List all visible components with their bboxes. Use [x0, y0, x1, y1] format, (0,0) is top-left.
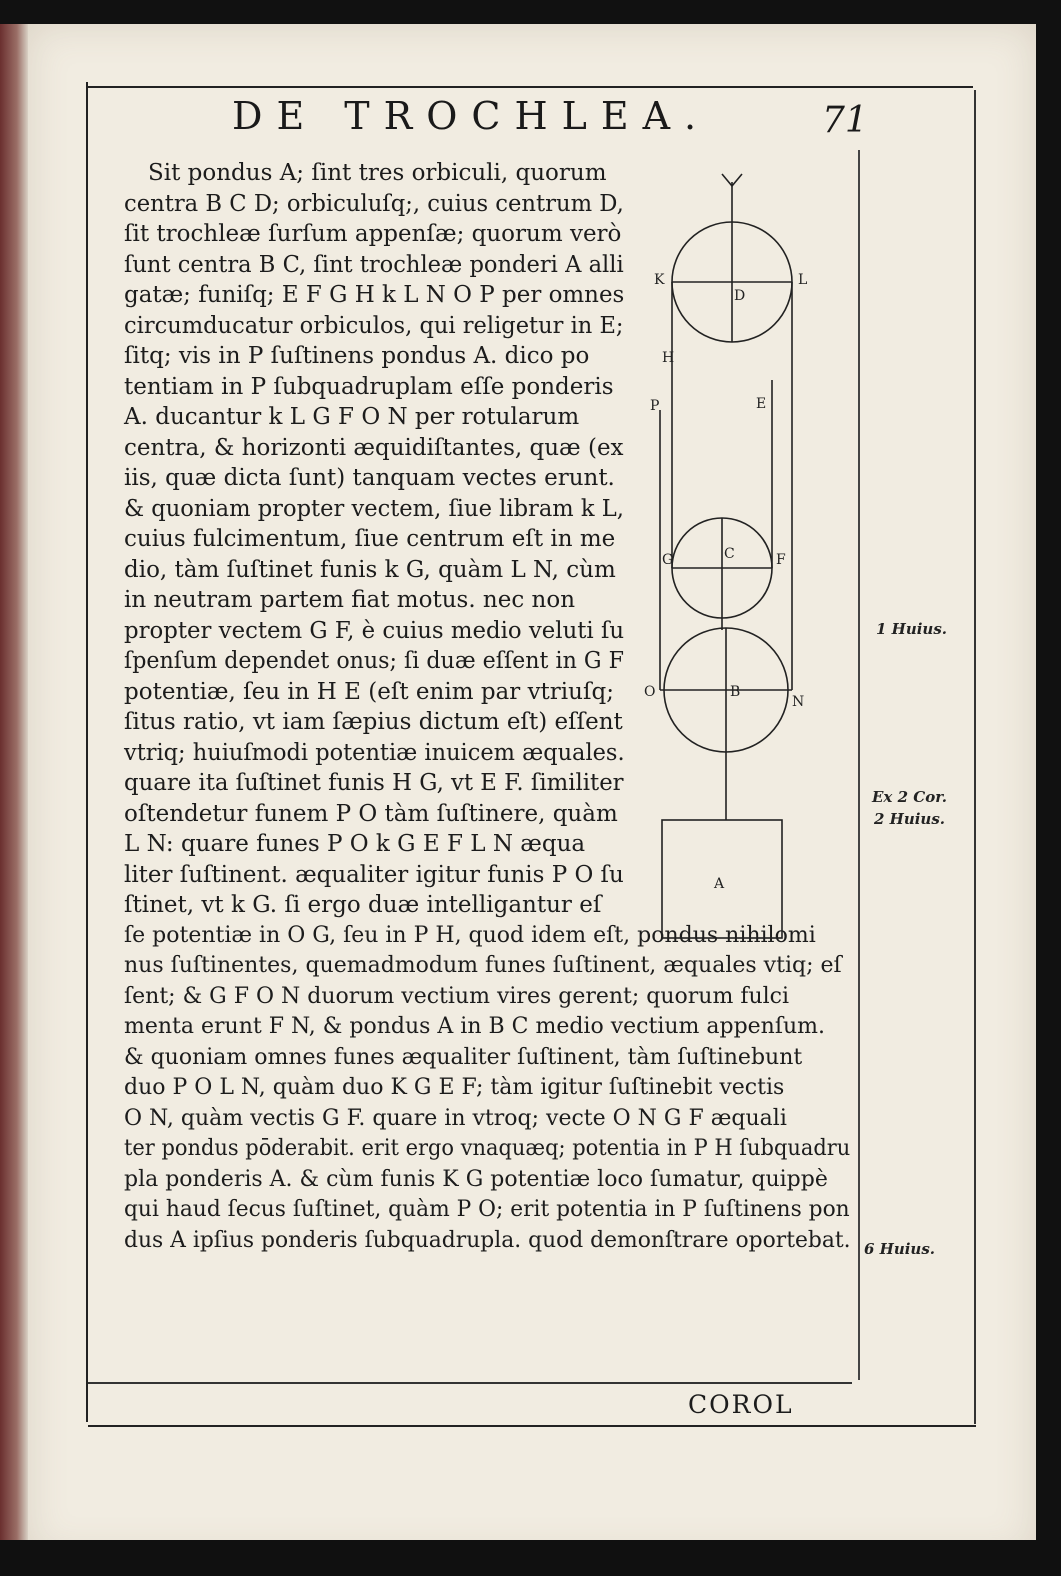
running-head: DE TROCHLEA. — [232, 94, 711, 138]
pulley-diagram — [630, 160, 830, 950]
text-line: tentiam in P ſubquadruplam eſſe ponderis — [124, 373, 614, 400]
text-line: duo P O L N, quàm duo K G E F; tàm igitur ſuſtinebit vectis — [124, 1075, 785, 1100]
text-line: in neutram partem fiat motus. nec non — [124, 587, 576, 613]
text-line: centra B C D; orbiculuſq;, cuius centrum D, — [124, 190, 624, 217]
label-f: F — [776, 552, 786, 568]
text-line: ſunt centra B C, ſint trochleæ ponderi A alli — [124, 251, 624, 278]
text-line: ſpenſum dependet onus; ſi duæ eſſent in G F — [124, 648, 624, 674]
text-line: oſtendetur funem P O tàm ſuſtinere, quàm — [124, 800, 618, 827]
text-line: Sit pondus A; ſint tres orbiculi, quorum — [148, 160, 607, 186]
text-line: liter ſuſtinent. æqualiter igitur funis P O ſu — [124, 861, 624, 888]
label-l: L — [798, 272, 808, 288]
text-line: menta erunt F N, & pondus A in B C medio vectium appenſum. — [124, 1014, 826, 1039]
label-g: G — [662, 552, 674, 568]
text-line: quare ita ſuſtinet funis H G, vt E F. ſimiliter — [124, 770, 624, 796]
margin-note: Ex 2 Cor. — [872, 788, 947, 806]
frame-rule-top — [88, 86, 973, 88]
text-line: ſitq; vis in P ſuſtinens pondus A. dico po — [124, 343, 590, 369]
text-line: propter vectem G F, è cuius medio veluti ſu — [124, 617, 625, 644]
label-c: C — [724, 546, 735, 562]
text-line: & quoniam propter vectem, ſiue libram k L, — [124, 495, 624, 522]
text-line: circumducatur orbiculos, qui religetur in E; — [124, 312, 624, 339]
text-line: cuius fulcimentum, ſiue centrum eſt in me — [124, 526, 616, 552]
margin-note: 6 Huius. — [864, 1240, 936, 1258]
label-k: K — [654, 272, 665, 288]
label-d: D — [734, 288, 746, 304]
text-line: dus A ipſius ponderis ſubquadrupla. quod demonſtrare oportebat. — [124, 1227, 851, 1253]
text-line: ſit trochleæ ſurſum appenſæ; quorum verò — [124, 221, 622, 247]
frame-rule-left — [86, 82, 88, 1422]
label-p: P — [650, 398, 660, 414]
text-line: L N: quare funes P O k G E F L N æqua — [124, 831, 586, 857]
label-n: N — [792, 694, 805, 710]
text-line: ſitus ratio, vt iam ſæpius dictum eſt) eſſent — [124, 709, 623, 735]
text-line: & quoniam omnes funes æqualiter ſuſtinent, tàm ſuſtinebunt — [124, 1044, 803, 1070]
catchword: COROL — [688, 1390, 794, 1419]
scan-background — [0, 1540, 1061, 1576]
frame-rule-bottom — [88, 1425, 976, 1427]
text-line: potentiæ, ſeu in H E (eſt enim par vtriuſq; — [124, 678, 614, 705]
text-line: vtriq; huiuſmodi potentiæ inuicem æquales. — [124, 739, 625, 766]
frame-rule-right — [974, 90, 976, 1424]
text-line: qui haud ſecus ſuſtinet, quàm P O; erit potentia in P ſuſtinens pon — [124, 1197, 850, 1222]
text-line: centra, & horizonti æquidiſtantes, quæ (ex — [124, 434, 624, 461]
margin-note: 1 Huius. — [876, 620, 948, 638]
label-b: B — [730, 684, 741, 700]
text-line: gatæ; funiſq; E F G H k L N O P per omnes — [124, 282, 625, 308]
label-o: O — [644, 684, 656, 700]
text-line: ſent; & G F O N duorum vectium vires gerent; quorum fulci — [124, 983, 790, 1009]
page-gutter — [0, 24, 28, 1556]
text-line: iis, quæ dicta ſunt) tanquam vectes erunt. — [124, 465, 615, 491]
label-a: A — [714, 876, 725, 892]
text-line: ter pondus pōderabit. erit ergo vnaquæq; potentia in P H ſubquadru — [124, 1136, 851, 1161]
text-rule-bottom — [88, 1382, 852, 1384]
margin-note: 2 Huius. — [874, 810, 946, 828]
text-line: ſe potentiæ in O G, ſeu in P H, quod idem eſt, pondus nihilomi — [124, 922, 816, 948]
page-number: 71 — [822, 100, 868, 141]
text-line: A. ducantur k L G F O N per rotularum — [124, 404, 580, 430]
label-e: E — [756, 396, 767, 412]
text-line: nus ſuſtinentes, quemadmodum funes ſuſtinent, æquales vtiq; eſ — [124, 953, 842, 978]
margin-column-rule — [858, 150, 860, 1380]
text-line: ſtinet, vt k G. ſi ergo duæ intelligantur eſ — [124, 892, 602, 918]
text-line: pla ponderis A. & cùm funis K G potentiæ loco ſumatur, quippè — [124, 1166, 828, 1192]
label-h: H — [662, 350, 675, 366]
text-line: O N, quàm vectis G F. quare in vtroq; vecte O N G F æquali — [124, 1105, 787, 1131]
text-line: dio, tàm ſuſtinet funis k G, quàm L N, cùm — [124, 556, 616, 583]
